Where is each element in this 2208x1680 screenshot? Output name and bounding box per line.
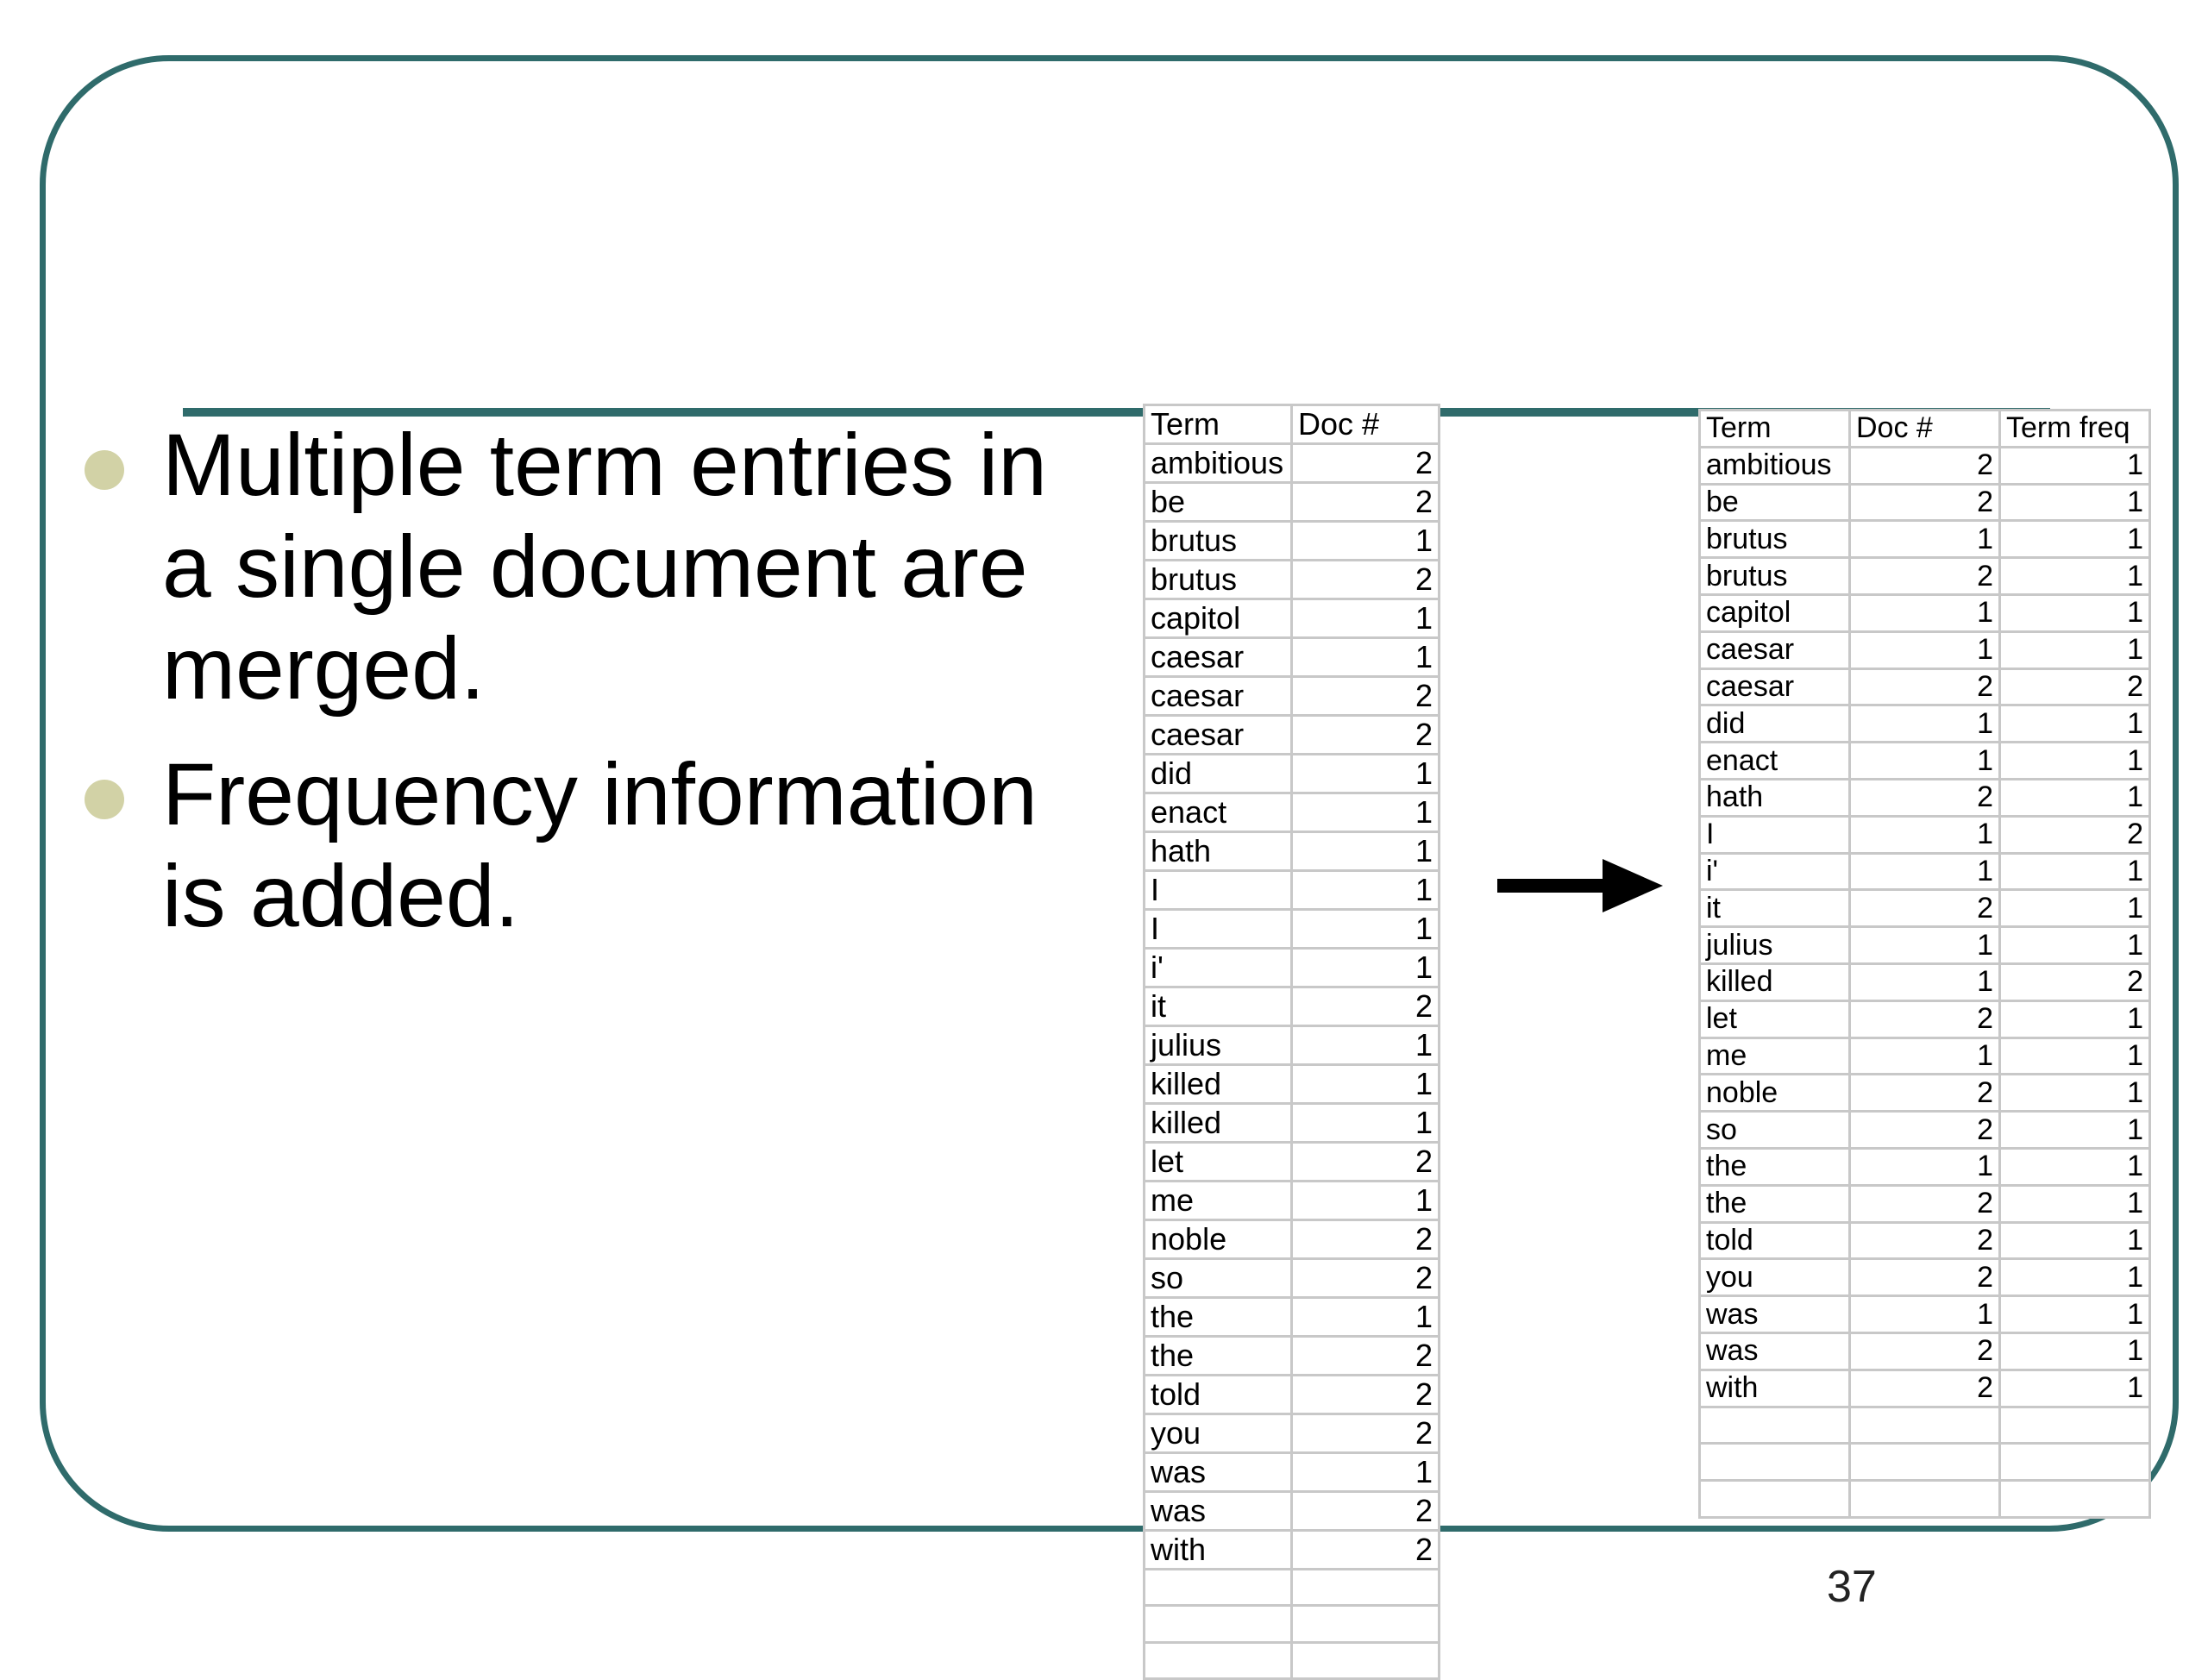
table-row <box>1700 1296 2150 1333</box>
table-header-row <box>1145 405 1440 444</box>
empty-cell <box>2000 1407 2150 1444</box>
term-cell: was <box>1145 1453 1292 1492</box>
term-cell: killed <box>1145 1104 1292 1143</box>
table-row <box>1145 599 1440 638</box>
number-cell: 2 <box>1292 1492 1440 1531</box>
number-cell: 2 <box>1292 444 1440 483</box>
table-row <box>1700 1259 2150 1296</box>
table-row <box>1145 561 1440 599</box>
number-cell: 1 <box>1850 631 2000 668</box>
table-row <box>1145 793 1440 832</box>
table-row <box>1145 1414 1440 1453</box>
empty-cell <box>2000 1481 2150 1518</box>
table-row <box>1145 949 1440 987</box>
term-cell: i' <box>1700 853 1850 890</box>
table-row <box>1700 705 2150 743</box>
term-cell: caesar <box>1145 716 1292 755</box>
empty-cell <box>1292 1642 1440 1678</box>
number-cell: 2 <box>1850 890 2000 927</box>
table-row <box>1145 1453 1440 1492</box>
term-cell: capitol <box>1700 594 1850 631</box>
table-row <box>1700 1370 2150 1407</box>
table-row <box>1700 1148 2150 1185</box>
header-doc: Doc # <box>1850 411 2000 448</box>
empty-cell <box>1292 1570 1440 1606</box>
number-cell: 1 <box>2000 853 2150 890</box>
table-row <box>1145 1104 1440 1143</box>
empty-row <box>1700 1444 2150 1481</box>
table-row <box>1145 522 1440 561</box>
term-cell: be <box>1145 483 1292 522</box>
table-row <box>1700 594 2150 631</box>
empty-cell <box>1850 1481 2000 1518</box>
header-term: Term <box>1145 405 1292 444</box>
number-cell: 1 <box>2000 1000 2150 1037</box>
empty-cell <box>1145 1570 1292 1606</box>
table-row <box>1700 1075 2150 1112</box>
table-row <box>1145 1337 1440 1376</box>
number-cell: 1 <box>1850 521 2000 558</box>
term-cell: brutus <box>1145 522 1292 561</box>
number-cell: 2 <box>1850 1112 2000 1149</box>
number-cell: 1 <box>2000 1222 2150 1259</box>
number-cell: 2 <box>1850 779 2000 816</box>
number-cell: 1 <box>1292 910 1440 949</box>
number-cell: 1 <box>1850 927 2000 964</box>
number-cell: 1 <box>2000 705 2150 743</box>
empty-row <box>1700 1407 2150 1444</box>
number-cell: 1 <box>1292 1453 1440 1492</box>
term-cell: did <box>1145 755 1292 793</box>
term-cell: ambitious <box>1145 444 1292 483</box>
number-cell: 2 <box>1850 1000 2000 1037</box>
bullet-list <box>78 414 1113 971</box>
number-cell: 1 <box>2000 1259 2150 1296</box>
term-cell: told <box>1700 1222 1850 1259</box>
number-cell: 2 <box>1292 1531 1440 1570</box>
term-cell: i' <box>1145 949 1292 987</box>
number-cell: 1 <box>2000 743 2150 780</box>
term-cell: brutus <box>1145 561 1292 599</box>
term-cell: let <box>1145 1143 1292 1182</box>
number-cell: 1 <box>2000 1037 2150 1075</box>
number-cell: 1 <box>1850 705 2000 743</box>
term-cell: I <box>1145 871 1292 910</box>
number-cell: 2 <box>1850 1370 2000 1407</box>
term-cell: so <box>1700 1112 1850 1149</box>
number-cell: 1 <box>2000 594 2150 631</box>
term-cell: noble <box>1700 1075 1850 1112</box>
term-cell: with <box>1145 1531 1292 1570</box>
table-row <box>1700 853 2150 890</box>
number-cell: 1 <box>1850 1037 2000 1075</box>
number-cell: 1 <box>2000 484 2150 521</box>
number-cell: 1 <box>1850 594 2000 631</box>
number-cell: 1 <box>2000 779 2150 816</box>
table-header-row <box>1700 411 2150 448</box>
number-cell: 2 <box>2000 963 2150 1000</box>
table-row <box>1700 558 2150 595</box>
table-row <box>1145 1298 1440 1337</box>
number-cell: 2 <box>1292 1414 1440 1453</box>
bullet-dot-icon <box>85 450 124 490</box>
number-cell: 2 <box>1292 987 1440 1026</box>
term-cell: julius <box>1145 1026 1292 1065</box>
term-cell: I <box>1145 910 1292 949</box>
term-cell: so <box>1145 1259 1292 1298</box>
header-term: Term <box>1700 411 1850 448</box>
number-cell: 1 <box>1850 1296 2000 1333</box>
empty-row <box>1700 1481 2150 1518</box>
number-cell: 2 <box>1292 483 1440 522</box>
table-row <box>1145 1376 1440 1414</box>
table-row <box>1700 963 2150 1000</box>
number-cell: 1 <box>2000 447 2150 484</box>
table-row <box>1145 1531 1440 1570</box>
table-row <box>1700 890 2150 927</box>
table-row <box>1700 447 2150 484</box>
term-cell: was <box>1700 1296 1850 1333</box>
empty-cell <box>1145 1606 1292 1642</box>
right-arrow-icon <box>1494 856 1666 916</box>
empty-row <box>1145 1642 1440 1678</box>
empty-cell <box>1700 1481 1850 1518</box>
table-row <box>1700 1332 2150 1370</box>
bullet-text: Multiple term entries in a single document are merged. <box>162 416 1048 718</box>
number-cell: 1 <box>1292 1182 1440 1220</box>
term-cell: killed <box>1700 963 1850 1000</box>
term-cell: the <box>1700 1185 1850 1222</box>
term-cell: caesar <box>1700 631 1850 668</box>
number-cell: 1 <box>2000 1332 2150 1370</box>
header-doc: Doc # <box>1292 405 1440 444</box>
term-cell: was <box>1700 1332 1850 1370</box>
number-cell: 2 <box>1850 1075 2000 1112</box>
term-cell: capitol <box>1145 599 1292 638</box>
number-cell: 1 <box>2000 1112 2150 1149</box>
table-row <box>1145 1220 1440 1259</box>
term-cell: it <box>1145 987 1292 1026</box>
number-cell: 1 <box>2000 558 2150 595</box>
table-row <box>1145 987 1440 1026</box>
number-cell: 1 <box>1292 793 1440 832</box>
number-cell: 2 <box>1850 1259 2000 1296</box>
term-cell: me <box>1145 1182 1292 1220</box>
number-cell: 2 <box>1292 1143 1440 1182</box>
number-cell: 1 <box>1292 755 1440 793</box>
number-cell: 1 <box>1850 743 2000 780</box>
number-cell: 2 <box>1850 1222 2000 1259</box>
header-term-freq: Term freq <box>2000 411 2150 448</box>
bullet-item <box>78 743 1113 947</box>
table-row <box>1145 444 1440 483</box>
table-row <box>1700 1037 2150 1075</box>
number-cell: 1 <box>1850 816 2000 853</box>
term-cell: brutus <box>1700 558 1850 595</box>
number-cell: 1 <box>2000 927 2150 964</box>
term-cell: hath <box>1700 779 1850 816</box>
term-cell: you <box>1145 1414 1292 1453</box>
number-cell: 2 <box>1850 484 2000 521</box>
table-row <box>1700 484 2150 521</box>
table-row <box>1145 1143 1440 1182</box>
number-cell: 1 <box>1292 1065 1440 1104</box>
table-row <box>1145 716 1440 755</box>
table-row <box>1700 668 2150 705</box>
empty-cell <box>1700 1407 1850 1444</box>
number-cell: 1 <box>1292 1104 1440 1143</box>
table-row <box>1700 743 2150 780</box>
number-cell: 1 <box>1292 1298 1440 1337</box>
empty-cell <box>1850 1444 2000 1481</box>
empty-row <box>1145 1606 1440 1642</box>
term-cell: enact <box>1700 743 1850 780</box>
number-cell: 2 <box>1292 1376 1440 1414</box>
page-number: 37 <box>1827 1562 1877 1612</box>
table-row <box>1700 779 2150 816</box>
term-cell: you <box>1700 1259 1850 1296</box>
term-cell: ambitious <box>1700 447 1850 484</box>
number-cell: 2 <box>1292 716 1440 755</box>
number-cell: 2 <box>1850 1185 2000 1222</box>
number-cell: 1 <box>2000 890 2150 927</box>
table-row <box>1145 1492 1440 1531</box>
number-cell: 1 <box>1292 832 1440 871</box>
term-cell: hath <box>1145 832 1292 871</box>
term-cell: caesar <box>1700 668 1850 705</box>
table-row <box>1145 1026 1440 1065</box>
number-cell: 1 <box>1292 522 1440 561</box>
term-cell: did <box>1700 705 1850 743</box>
number-cell: 1 <box>2000 1185 2150 1222</box>
empty-cell <box>2000 1444 2150 1481</box>
number-cell: 1 <box>1292 949 1440 987</box>
term-cell: noble <box>1145 1220 1292 1259</box>
table-row <box>1700 1112 2150 1149</box>
table-row <box>1145 1259 1440 1298</box>
table-row <box>1145 1065 1440 1104</box>
term-cell: me <box>1700 1037 1850 1075</box>
number-cell: 2 <box>1292 561 1440 599</box>
number-cell: 1 <box>2000 1370 2150 1407</box>
term-cell: was <box>1145 1492 1292 1531</box>
table-row <box>1700 927 2150 964</box>
table-row <box>1145 871 1440 910</box>
number-cell: 1 <box>2000 1075 2150 1112</box>
number-cell: 2 <box>1292 1337 1440 1376</box>
number-cell: 2 <box>1850 668 2000 705</box>
number-cell: 2 <box>1292 1220 1440 1259</box>
term-doc-freq-table <box>1698 409 2151 1519</box>
empty-row <box>1145 1570 1440 1606</box>
number-cell: 1 <box>1292 638 1440 677</box>
term-cell: be <box>1700 484 1850 521</box>
term-cell: with <box>1700 1370 1850 1407</box>
number-cell: 1 <box>1850 963 2000 1000</box>
table-row <box>1145 638 1440 677</box>
number-cell: 1 <box>2000 631 2150 668</box>
term-cell: it <box>1700 890 1850 927</box>
table-row <box>1145 1182 1440 1220</box>
term-cell: told <box>1145 1376 1292 1414</box>
number-cell: 2 <box>1292 677 1440 716</box>
number-cell: 1 <box>1850 853 2000 890</box>
table-row <box>1700 1222 2150 1259</box>
term-cell: the <box>1145 1337 1292 1376</box>
empty-cell <box>1850 1407 2000 1444</box>
number-cell: 1 <box>1850 1148 2000 1185</box>
term-cell: caesar <box>1145 677 1292 716</box>
bullet-text: Frequency information is added. <box>162 745 1038 945</box>
table-row <box>1700 631 2150 668</box>
number-cell: 2 <box>2000 816 2150 853</box>
table-row <box>1145 832 1440 871</box>
number-cell: 1 <box>2000 1148 2150 1185</box>
term-cell: julius <box>1700 927 1850 964</box>
empty-cell <box>1145 1642 1292 1678</box>
term-cell: killed <box>1145 1065 1292 1104</box>
table-row <box>1700 1000 2150 1037</box>
number-cell: 1 <box>1292 871 1440 910</box>
table-row <box>1145 910 1440 949</box>
term-doc-table <box>1143 404 1440 1680</box>
table-row <box>1145 677 1440 716</box>
empty-cell <box>1292 1606 1440 1642</box>
term-cell: the <box>1700 1148 1850 1185</box>
number-cell: 2 <box>1850 447 2000 484</box>
number-cell: 2 <box>1850 558 2000 595</box>
term-cell: enact <box>1145 793 1292 832</box>
number-cell: 1 <box>2000 1296 2150 1333</box>
table-row <box>1700 521 2150 558</box>
term-cell: the <box>1145 1298 1292 1337</box>
term-cell: I <box>1700 816 1850 853</box>
table-row <box>1700 1185 2150 1222</box>
term-cell: let <box>1700 1000 1850 1037</box>
empty-cell <box>1700 1444 1850 1481</box>
table-row <box>1700 816 2150 853</box>
bullet-dot-icon <box>85 780 124 819</box>
number-cell: 2 <box>2000 668 2150 705</box>
number-cell: 2 <box>1850 1332 2000 1370</box>
term-cell: caesar <box>1145 638 1292 677</box>
number-cell: 1 <box>1292 1026 1440 1065</box>
table-row <box>1145 755 1440 793</box>
bullet-item <box>78 414 1113 719</box>
number-cell: 2 <box>1292 1259 1440 1298</box>
number-cell: 1 <box>1292 599 1440 638</box>
table-row <box>1145 483 1440 522</box>
term-cell: brutus <box>1700 521 1850 558</box>
number-cell: 1 <box>2000 521 2150 558</box>
